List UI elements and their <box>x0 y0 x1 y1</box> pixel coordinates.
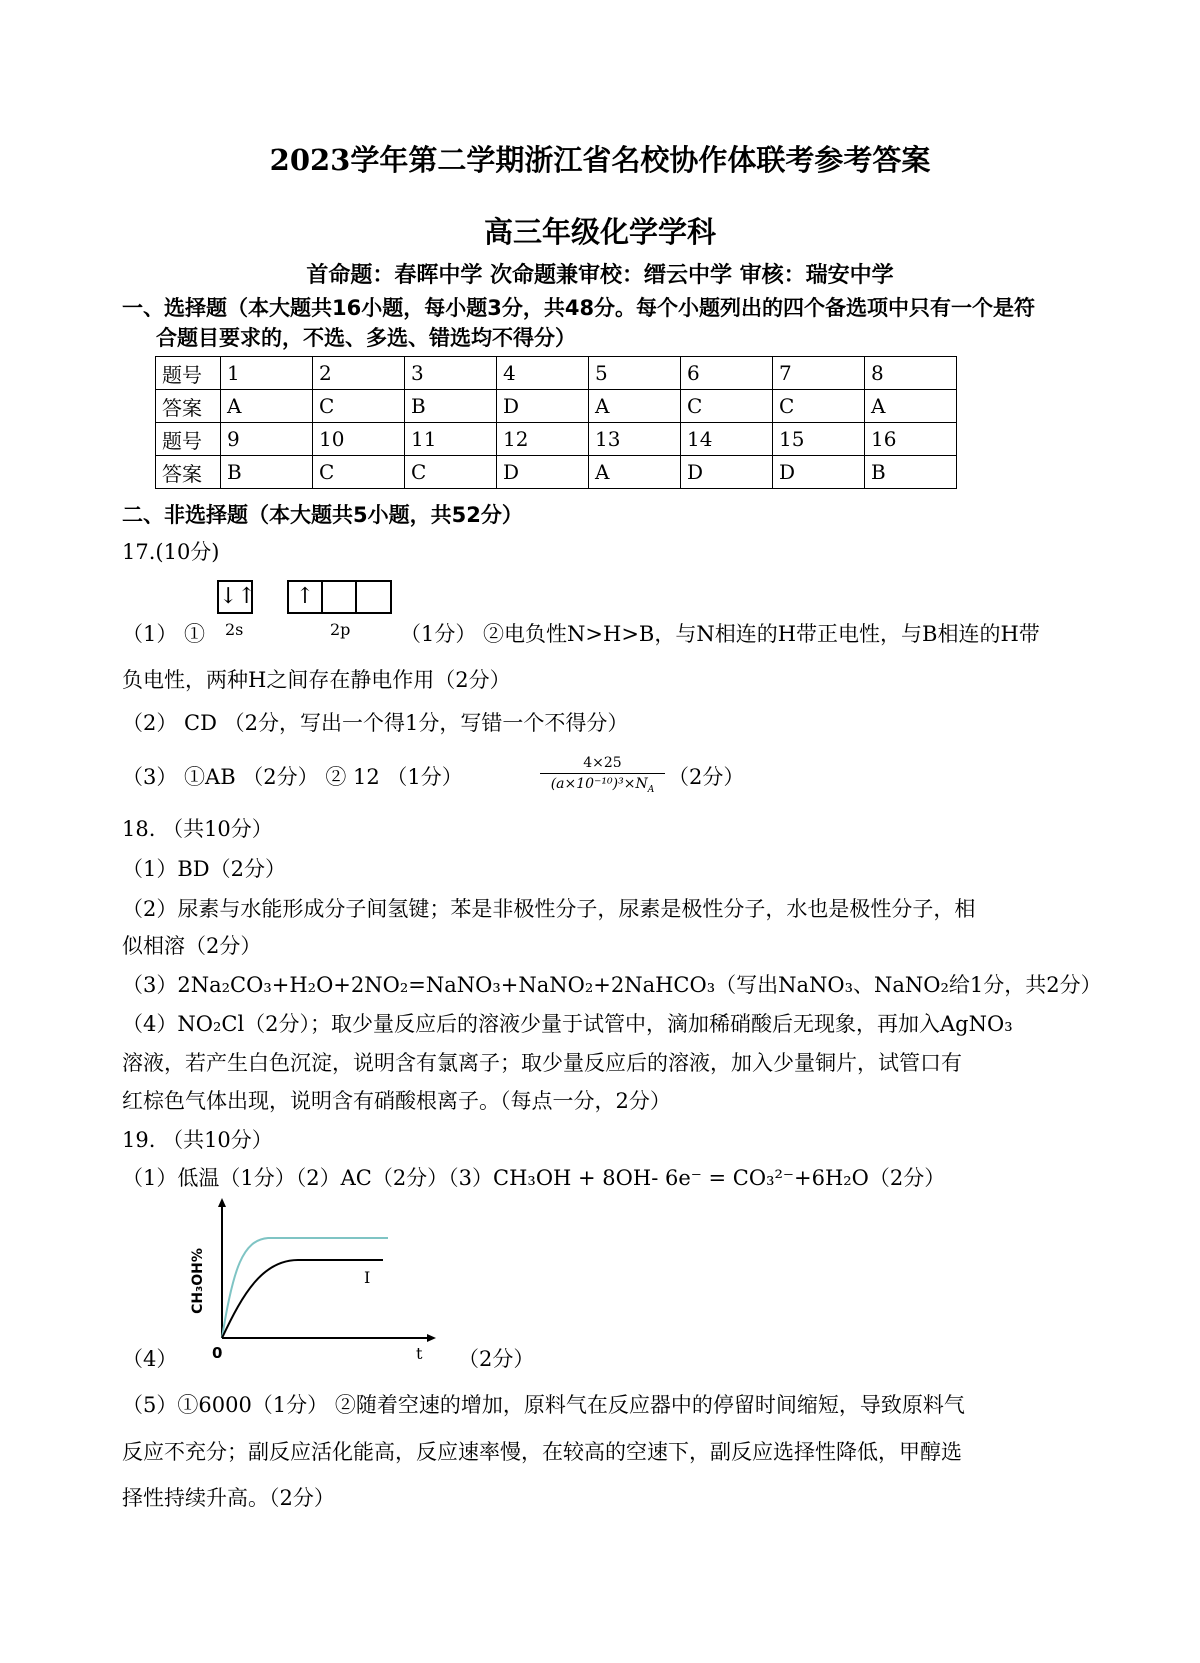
graph-y-arrow-icon <box>218 1198 226 1207</box>
table-cell: 10 <box>313 423 405 456</box>
orbital-arrow-up: ↑ <box>295 584 315 609</box>
q18-p4-a: （4）NO₂Cl（2分）；取少量反应后的溶液少量于试管中，滴加稀硝酸后无现象，再加入AgNO₃ <box>122 1012 1013 1036</box>
orbital-box-2p-3 <box>355 580 392 614</box>
q18-p2-b: 似相溶（2分） <box>122 934 262 958</box>
q17-p1-rest: （1分） ②电负性N>H>B，与N相连的H带正电性，与B相连的H带 <box>400 622 1040 646</box>
table-cell: A <box>589 456 681 489</box>
table-cell: 13 <box>589 423 681 456</box>
orbital-label-2p: 2p <box>330 620 351 639</box>
table-cell: 2 <box>313 357 405 390</box>
fraction-denominator: $(a\times 10^{-10})^3\times N_A$ <box>550 776 655 795</box>
table-cell: 8 <box>865 357 957 390</box>
graph-y-label: CH₃OH% <box>190 1248 206 1314</box>
answer-table <box>155 356 957 489</box>
q17-p1-cont: 负电性，两种H之间存在静电作用（2分） <box>122 668 511 692</box>
table-cell: D <box>497 456 589 489</box>
q17-p2: （2） CD （2分，写出一个得1分，写错一个不得分） <box>122 711 629 735</box>
table-row <box>156 357 957 390</box>
q19-p5-b: 反应不充分；副反应活化能高，反应速率慢，在较高的空速下，副反应选择性降低，甲醇选 <box>122 1440 962 1464</box>
q18-p4-c: 红棕色气体出现，说明含有硝酸根离子。（每点一分，2分） <box>122 1089 671 1113</box>
table-cell: C <box>681 390 773 423</box>
orbital-label-2s: 2s <box>225 620 244 639</box>
q18-title: 18. （共10分） <box>122 817 273 841</box>
q17-p3-b: （2分） <box>668 765 745 789</box>
table-cell: C <box>773 390 865 423</box>
table-cell: 11 <box>405 423 497 456</box>
q19-p4-prefix: （4） <box>122 1347 178 1371</box>
table-cell: A <box>221 390 313 423</box>
table-cell: 15 <box>773 423 865 456</box>
table-cell: 1 <box>221 357 313 390</box>
table-cell: 14 <box>681 423 773 456</box>
table-cell: C <box>405 456 497 489</box>
table-cell: B <box>221 456 313 489</box>
q19-p5-c: 择性持续升高。（2分） <box>122 1486 335 1510</box>
q18-p4-b: 溶液，若产生白色沉淀，说明含有氯离子；取少量反应后的溶液，加入少量铜片，试管口有 <box>122 1051 962 1075</box>
ch3oh-time-graph <box>188 1198 438 1373</box>
table-cell-label: 答案 <box>156 390 221 423</box>
graph-x-label: t <box>416 1344 423 1363</box>
graph-curve-black <box>222 1260 383 1338</box>
table-cell: A <box>589 390 681 423</box>
table-cell: 6 <box>681 357 773 390</box>
q18-p2-a: （2）尿素与水能形成分子间氢键；苯是非极性分子，尿素是极性分子，水也是极性分子，相 <box>122 897 976 921</box>
table-cell: 4 <box>497 357 589 390</box>
table-cell-label: 题号 <box>156 423 221 456</box>
table-cell: 12 <box>497 423 589 456</box>
table-cell: 7 <box>773 357 865 390</box>
table-cell: D <box>773 456 865 489</box>
orbital-box-2s <box>217 580 256 614</box>
table-cell: 9 <box>221 423 313 456</box>
table-row <box>156 423 957 456</box>
orbital-box-2p-1 <box>287 580 323 614</box>
table-row <box>156 456 957 489</box>
section1-heading-line2: 合题目要求的，不选、多选、错选均不得分） <box>156 326 576 350</box>
section2-heading: 二、非选择题（本大题共5小题，共52分） <box>122 503 523 527</box>
q17-p3-a: （3） ①AB （2分） ② 12 （1分） <box>122 765 463 789</box>
table-cell: C <box>313 456 405 489</box>
table-cell-label: 答案 <box>156 456 221 489</box>
graph-origin-label: 0 <box>212 1344 223 1362</box>
q19-title: 19. （共10分） <box>122 1128 273 1152</box>
section1-heading-line1: 一、选择题（本大题共16小题，每小题3分，共48分。每个小题列出的四个备选项中只有一个是符 <box>122 296 1036 320</box>
q18-p1: （1）BD（2分） <box>122 857 286 881</box>
orbital-box-2p-2 <box>321 580 357 614</box>
table-cell: 16 <box>865 423 957 456</box>
authors-line: 首命题：春晖中学 次命题兼审校：缙云中学 审核：瑞安中学 <box>306 263 894 288</box>
table-cell: B <box>405 390 497 423</box>
q19-p1: （1）低温（1分）（2）AC（2分）（3）CH₃OH + 8OH- 6e⁻ = CO₃²⁻+6H₂O（2分） <box>122 1166 946 1190</box>
document-title: 2023学年第二学期浙江省名校协作体联考参考答案 <box>269 143 931 177</box>
fraction-numerator: 4×25 <box>540 755 665 774</box>
table-cell-label: 题号 <box>156 357 221 390</box>
graph-curve-teal <box>222 1238 388 1338</box>
orbital-arrows: ↓↑ <box>219 584 256 609</box>
graph-x-arrow-icon <box>427 1334 436 1342</box>
table-cell: A <box>865 390 957 423</box>
table-cell: D <box>681 456 773 489</box>
density-fraction <box>540 755 665 795</box>
table-cell: D <box>497 390 589 423</box>
table-cell: 3 <box>405 357 497 390</box>
table-cell: 5 <box>589 357 681 390</box>
table-row <box>156 390 957 423</box>
q19-p5-a: （5）①6000（1分） ②随着空速的增加，原料气在反应器中的停留时间缩短，导致原料气 <box>122 1393 965 1417</box>
table-cell: B <box>865 456 957 489</box>
q18-p3: （3）2Na₂CO₃+H₂O+2NO₂=NaNO₃+NaNO₂+2NaHCO₃（写出NaNO₃、NaNO₂给1分，共2分） <box>122 973 1102 997</box>
table-cell: C <box>313 390 405 423</box>
subject-title: 高三年级化学学科 <box>483 215 716 249</box>
graph-curve-label: I <box>364 1268 371 1287</box>
q19-p4-suffix: （2分） <box>458 1347 535 1371</box>
q17-p1-prefix: （1） ① <box>122 622 206 646</box>
q17-title: 17.(10分) <box>122 540 220 564</box>
